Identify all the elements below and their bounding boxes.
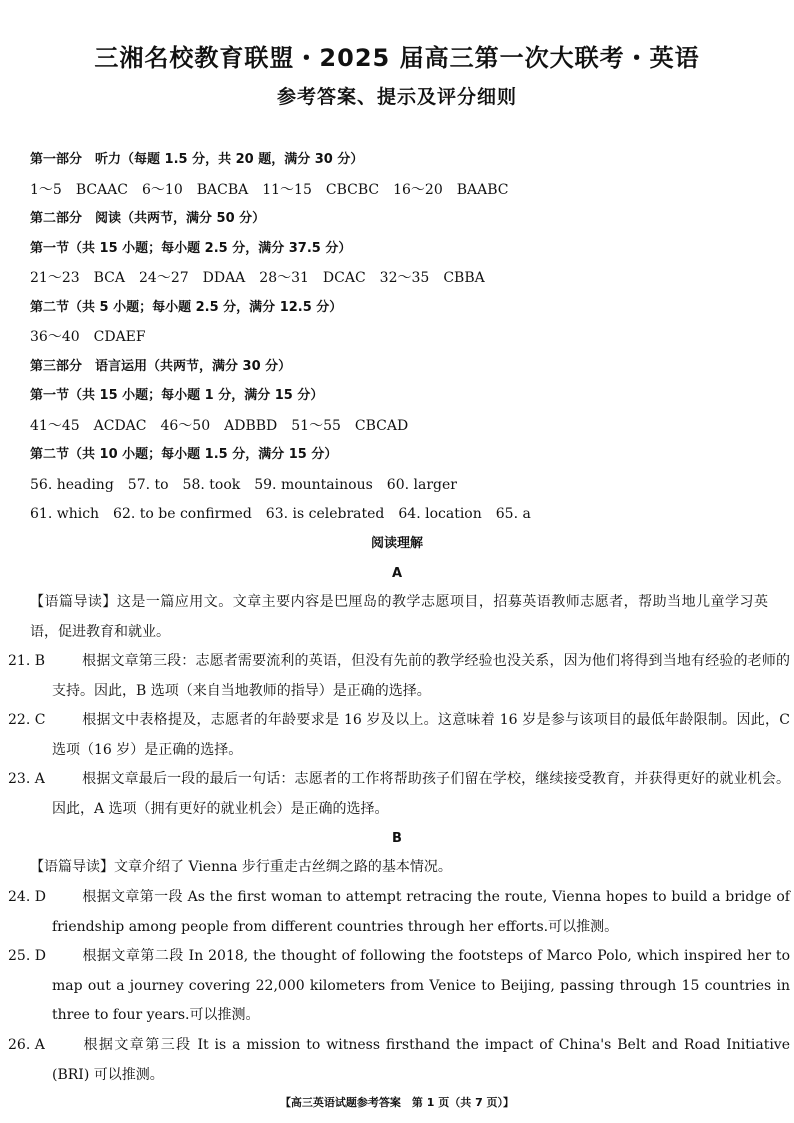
answer-number: 23. A (8, 771, 45, 787)
answer-explanation: 根据文章第一段 As the first woman to attempt retracing the route, Vienna hopes to build a bridge of friendship among people from different countries through her efforts.可以推测。 (52, 889, 790, 935)
part3-section2-answers-row1: 56. heading 57. to 58. took 59. mountainous 60. larger (30, 477, 457, 493)
answer-item (8, 883, 790, 942)
answer-number: 22. C (8, 712, 46, 728)
part3-section2-heading: 第二节（共 10 小题；每小题 1.5 分，满分 15 分） (30, 447, 338, 462)
passage-b-guide: 【语篇导读】文章介绍了 Vienna 步行重走古丝绸之路的基本情况。 (30, 859, 452, 875)
answer-explanation: 根据文章第二段 In 2018, the thought of following the footsteps of Marco Polo, which inspired her to map out a journey covering 22,000 kilometers from Venice to Beijing, passing through 15 countries in three to four years.可以推测。 (52, 948, 790, 1023)
passage-a-label: A (391, 566, 403, 581)
answer-number: 21. B (8, 653, 46, 669)
part2-section2-heading: 第二节（共 5 小题；每小题 2.5 分，满分 12.5 分） (30, 300, 343, 315)
part2-section1-heading: 第一节（共 15 小题；每小题 2.5 分，满分 37.5 分） (30, 241, 352, 256)
answer-item (8, 706, 790, 765)
answer-explanation: 根据文中表格提及，志愿者的年龄要求是 16 岁及以上。这意味着 16 岁是参与该项目的最低年龄限制。因此，C 选项（16 岁）是正确的选择。 (52, 712, 790, 758)
part2-section2-answers: 36～40 CDAEF (30, 329, 146, 345)
part1-answers: 1～5 BCAAC 6～10 BACBA 11～15 CBCBC 16～20 BAABC (30, 182, 509, 198)
part3-heading: 第三部分 语言运用（共两节，满分 30 分） (30, 359, 292, 374)
passage-b-label: B (392, 831, 402, 846)
answer-item (8, 1031, 790, 1090)
answer-number: 24. D (8, 889, 46, 905)
answer-explanation: 根据文章最后一段的最后一句话：志愿者的工作将帮助孩子们留在学校，继续接受教育，并获得更好的就业机会。因此，A 选项（拥有更好的就业机会）是正确的选择。 (52, 771, 790, 817)
answer-number: 25. D (8, 948, 46, 964)
page-title: 三湘名校教育联盟・2025 届高三第一次大联考・英语 (94, 44, 700, 72)
page-subtitle: 参考答案、提示及评分细则 (276, 86, 517, 108)
part1-heading: 第一部分 听力（每题 1.5 分，共 20 题，满分 30 分） (30, 152, 364, 167)
part3-section1-answers: 41～45 ACDAC 46～50 ADBBD 51～55 CBCAD (30, 418, 409, 434)
answer-item (8, 647, 790, 706)
answer-item (8, 765, 790, 824)
answer-number: 26. A (8, 1037, 45, 1053)
part3-section1-heading: 第一节（共 15 小题；每小题 1 分，满分 15 分） (30, 388, 324, 403)
passage-a-guide: 【语篇导读】这是一篇应用文。文章主要内容是巴厘岛的教学志愿项目，招募英语教师志愿者，帮助当地儿童学习英语，促进教育和就业。 (30, 594, 768, 640)
reading-heading: 阅读理解 (370, 536, 423, 551)
part3-section2-answers-row2: 61. which 62. to be confirmed 63. is celebrated 64. location 65. a (30, 506, 531, 522)
answer-item (8, 942, 790, 1031)
part2-section1-answers: 21～23 BCA 24～27 DDAA 28～31 DCAC 32～35 CBBA (30, 270, 485, 286)
answer-explanation: 根据文章第三段：志愿者需要流利的英语，但没有先前的教学经验也没关系，因为他们将得到当地有经验的老师的支持。因此，B 选项（来自当地教师的指导）是正确的选择。 (52, 653, 790, 699)
answer-explanation: 根据文章第三段 It is a mission to witness firsthand the impact of China's Belt and Road Initiative (BRI) 可以推测。 (52, 1037, 790, 1083)
part2-heading: 第二部分 阅读（共两节，满分 50 分） (30, 211, 266, 226)
page-footer: 【高三英语试题参考答案 第 1 页（共 7 页）】 (279, 1096, 515, 1109)
